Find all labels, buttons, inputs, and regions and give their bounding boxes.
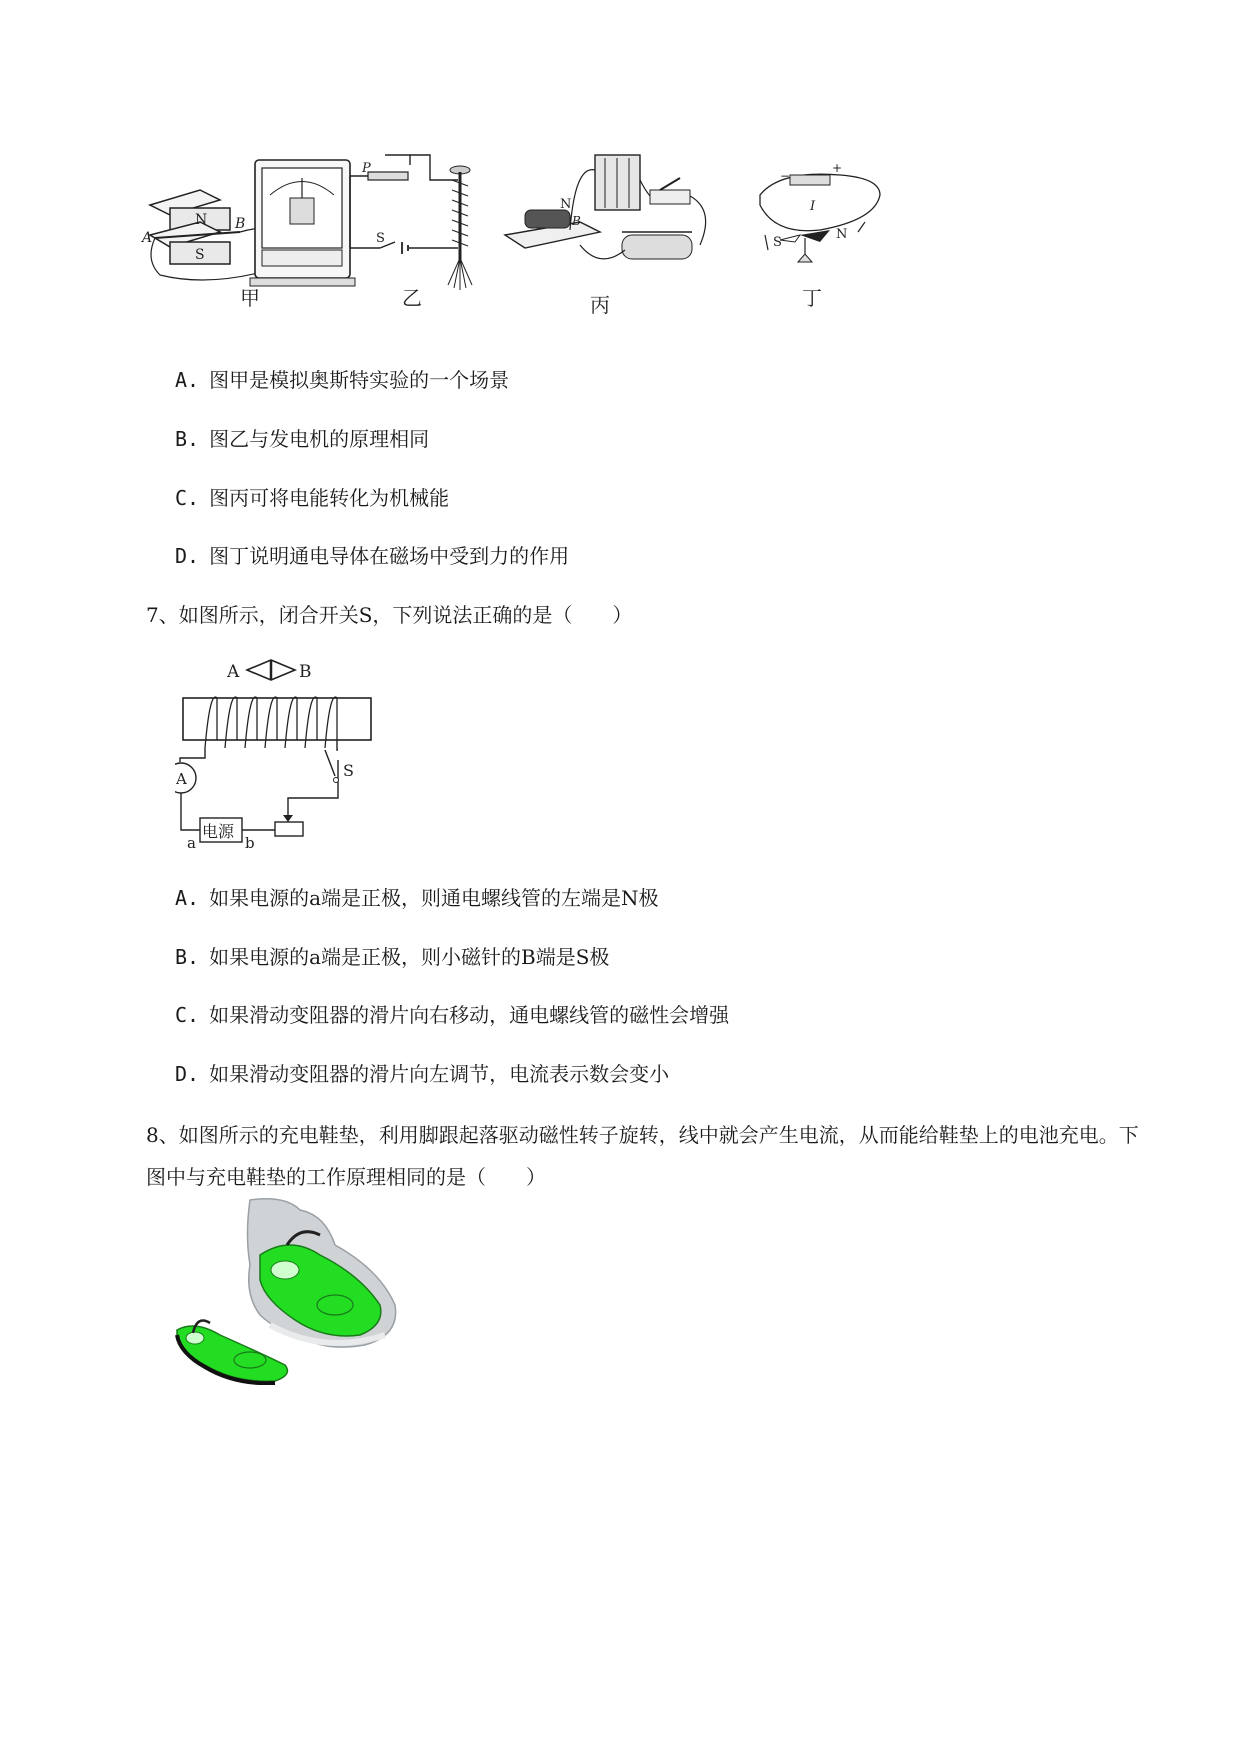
power-source-label: 电源: [202, 822, 235, 841]
caption-ding: 丁: [802, 286, 822, 310]
bing-N-label: N: [560, 197, 572, 212]
jia-A-label: A: [142, 230, 153, 246]
terminal-a-label: a: [187, 834, 196, 850]
jia-S-label: S: [195, 247, 205, 263]
q7-option-d: [175, 1060, 669, 1088]
figure-jia: [140, 160, 355, 286]
ding-plus-label: +: [832, 161, 843, 175]
figure-yi: [350, 155, 472, 290]
q8-stem: 8、如图所示的充电鞋垫，利用脚跟起落驱动磁性转子旋转，线中就会产生电流，从而能给鞋垫上的电池充电。下图中与充电鞋垫的工作原理相同的是（ ）: [146, 1123, 1139, 1189]
caption-jia: 甲: [240, 286, 260, 310]
ding-I-label: I: [810, 199, 816, 214]
jia-N-label: N: [195, 212, 208, 228]
ding-S-label: S: [773, 235, 782, 250]
q8-insole-figure: [175, 1195, 445, 1385]
option-text: 如果滑动变阻器的滑片向右移动，通电螺线管的磁性会增强: [209, 1003, 730, 1027]
option-text: 图甲是模拟奥斯特实验的一个场景: [209, 368, 510, 392]
q6-option-b: [175, 425, 429, 453]
option-text: 图丁说明通电导体在磁场中受到力的作用: [209, 544, 570, 568]
option-letter: C.: [175, 486, 200, 510]
q6-figures-svg: [140, 150, 990, 365]
option-text: 如果电源的a端是正极，则小磁针的B端是S极: [209, 945, 610, 969]
yi-P-label: P: [362, 161, 371, 176]
q7-circuit-figure: [175, 650, 405, 850]
ding-N-label: N: [836, 227, 848, 242]
option-letter: B.: [175, 427, 200, 451]
q6-option-a: [175, 366, 509, 394]
option-letter: A.: [175, 886, 200, 910]
q7-circuit-svg: [175, 650, 405, 850]
q6-option-d: [175, 542, 569, 570]
option-letter: D.: [175, 544, 200, 568]
option-letter: B.: [175, 945, 200, 969]
caption-yi: 乙: [402, 286, 422, 310]
caption-bing: 丙: [590, 293, 610, 317]
figure-ding: [760, 161, 880, 262]
option-letter: D.: [175, 1062, 200, 1086]
needle-B-label: B: [299, 662, 312, 682]
yi-S-label: S: [376, 231, 385, 246]
q7-option-c: [175, 1001, 729, 1029]
bing-B-label: B: [572, 214, 581, 228]
ammeter-label: A: [176, 770, 187, 788]
switch-label: S: [343, 761, 354, 780]
jia-B-label: B: [235, 216, 246, 232]
q6-option-c: [175, 484, 449, 512]
q8-insole-svg: [175, 1195, 445, 1385]
terminal-b-label: b: [245, 834, 255, 850]
q7-option-a: [175, 884, 659, 912]
option-text: 如果滑动变阻器的滑片向左调节，电流表示数会变小: [209, 1062, 670, 1086]
needle-A-label: A: [227, 662, 240, 682]
q6-figures: [140, 150, 990, 365]
q7-stem: 7、如图所示，闭合开关S，下列说法正确的是（ ）: [146, 603, 633, 627]
option-letter: C.: [175, 1003, 200, 1027]
figure-bing: [505, 155, 706, 259]
ding-minus-label: −: [780, 169, 791, 183]
q7-option-b: [175, 943, 609, 971]
option-text: 如果电源的a端是正极，则通电螺线管的左端是N极: [209, 886, 659, 910]
option-letter: A.: [175, 368, 200, 392]
option-text: 图丙可将电能转化为机械能: [209, 486, 450, 510]
option-text: 图乙与发电机的原理相同: [209, 427, 430, 451]
